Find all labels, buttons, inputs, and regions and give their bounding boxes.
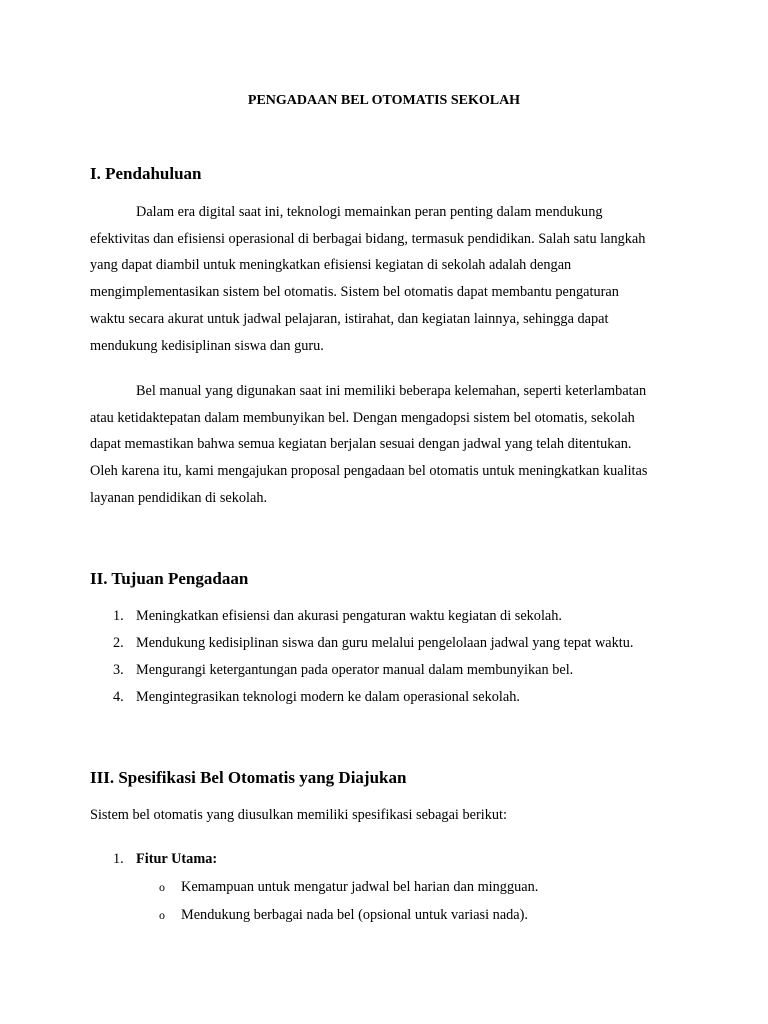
intro-paragraph-1 [90,199,682,359]
paragraph-line: atau ketidaktepatan dalam membunyikan bel. Dengan mengadopsi sistem bel otomatis, sekolah [90,409,635,426]
paragraph-line: mengimplementasikan sistem bel otomatis. Sistem bel otomatis dapat membantu pengaturan [90,284,619,301]
paragraph-line: yang dapat diambil untuk meningkatkan efisiensi kegiatan di sekolah adalah dengan [90,257,572,274]
paragraph-line: waktu secara akurat untuk jadwal pelajaran, istirahat, dan kegiatan lainnya, sehingga dapat [90,310,609,327]
paragraph-line: dapat memastikan bahwa semua kegiatan berjalan sesuai dengan jadwal yang telah ditentukan. [90,436,632,453]
section-heading-spesifikasi: III. Spesifikasi Bel Otomatis yang Diajukan [90,768,407,787]
paragraph-line: efektivitas dan efisiensi operasional di berbagai bidang, termasuk pendidikan. Salah satu langkah [90,230,646,247]
section-heading-tujuan: II. Tujuan Pengadaan [90,569,249,588]
section-heading-pendahuluan: I. Pendahuluan [90,164,202,183]
bullet-icon: o [159,908,165,922]
document-page: PENGADAAN BEL OTOMATIS SEKOLAH I. Pendahuluan Dalam era digital saat ini, teknologi memainkan peran penting dalam mendukung efektivitas dan efisiensi operasional di berbagai bidang, termasuk pendidikan. Salah satu langkah yang dapat diambil untuk meningkatkan efisiensi kegiatan di sekolah adalah dengan mengimplementasikan sistem bel otomatis. Sistem bel otomatis dapat membantu pengaturan waktu secara akurat untuk jadwal pelajaran, istirahat, dan kegiatan lainnya, sehingga dapat mendukung kedisiplinan siswa dan guru. Bel manual yang digunakan saat ini memiliki beberapa kelemahan, seperti keterlambatan atau ketidaktepatan dalam membunyikan bel. Dengan mengadopsi sistem bel otomatis, sekolah dapat memastikan bahwa semua kegiatan berjalan sesuai dengan jadwal yang telah ditentukan. Oleh karena itu, kami mengajukan proposal pengadaan bel otomatis untuk meningkatkan kualitas layanan pendidikan di sekolah. II. Tujuan Pengadaan 1. Meningkatkan efisiensi dan akurasi pengaturan waktu kegiatan di sekolah. 2. Mendukung kedisiplinan siswa dan guru melalui pengelolaan jadwal yang tepat waktu. 3. Mengurangi ketergantungan pada operator manual dalam membunyikan bel. 4. Mengintegrasikan teknologi modern ke dalam operasional sekolah. III. Spesifikasi Bel Otomatis yang Diajukan Sistem bel otomatis yang diusulkan memiliki spesifikasi sebagai berikut: 1. Fitur Utama: o Kemampuan untuk mengatur jadwal bel harian dan mingguan. o Mendukung berbagai nada bel (opsional untuk variasi nada). [0,0,768,1024]
document-title: PENGADAAN BEL OTOMATIS SEKOLAH [247,93,521,108]
paragraph-line: Bel manual yang digunakan saat ini memiliki beberapa kelemahan, seperti keterlambatan [136,383,647,399]
bullet-icon: o [159,880,165,894]
spec-intro-text: Sistem bel otomatis yang diusulkan memiliki spesifikasi sebagai berikut: [90,807,507,823]
intro-paragraph-2 [90,378,682,512]
paragraph-line: Oleh karena itu, kami mengajukan proposal pengadaan bel otomatis untuk meningkatkan kualitas [90,463,648,480]
paragraph-line: layanan pendidikan di sekolah. [90,489,268,506]
paragraph-line: Dalam era digital saat ini, teknologi memainkan peran penting dalam mendukung [136,204,603,220]
paragraph-line: mendukung kedisiplinan siswa dan guru. [90,337,324,354]
